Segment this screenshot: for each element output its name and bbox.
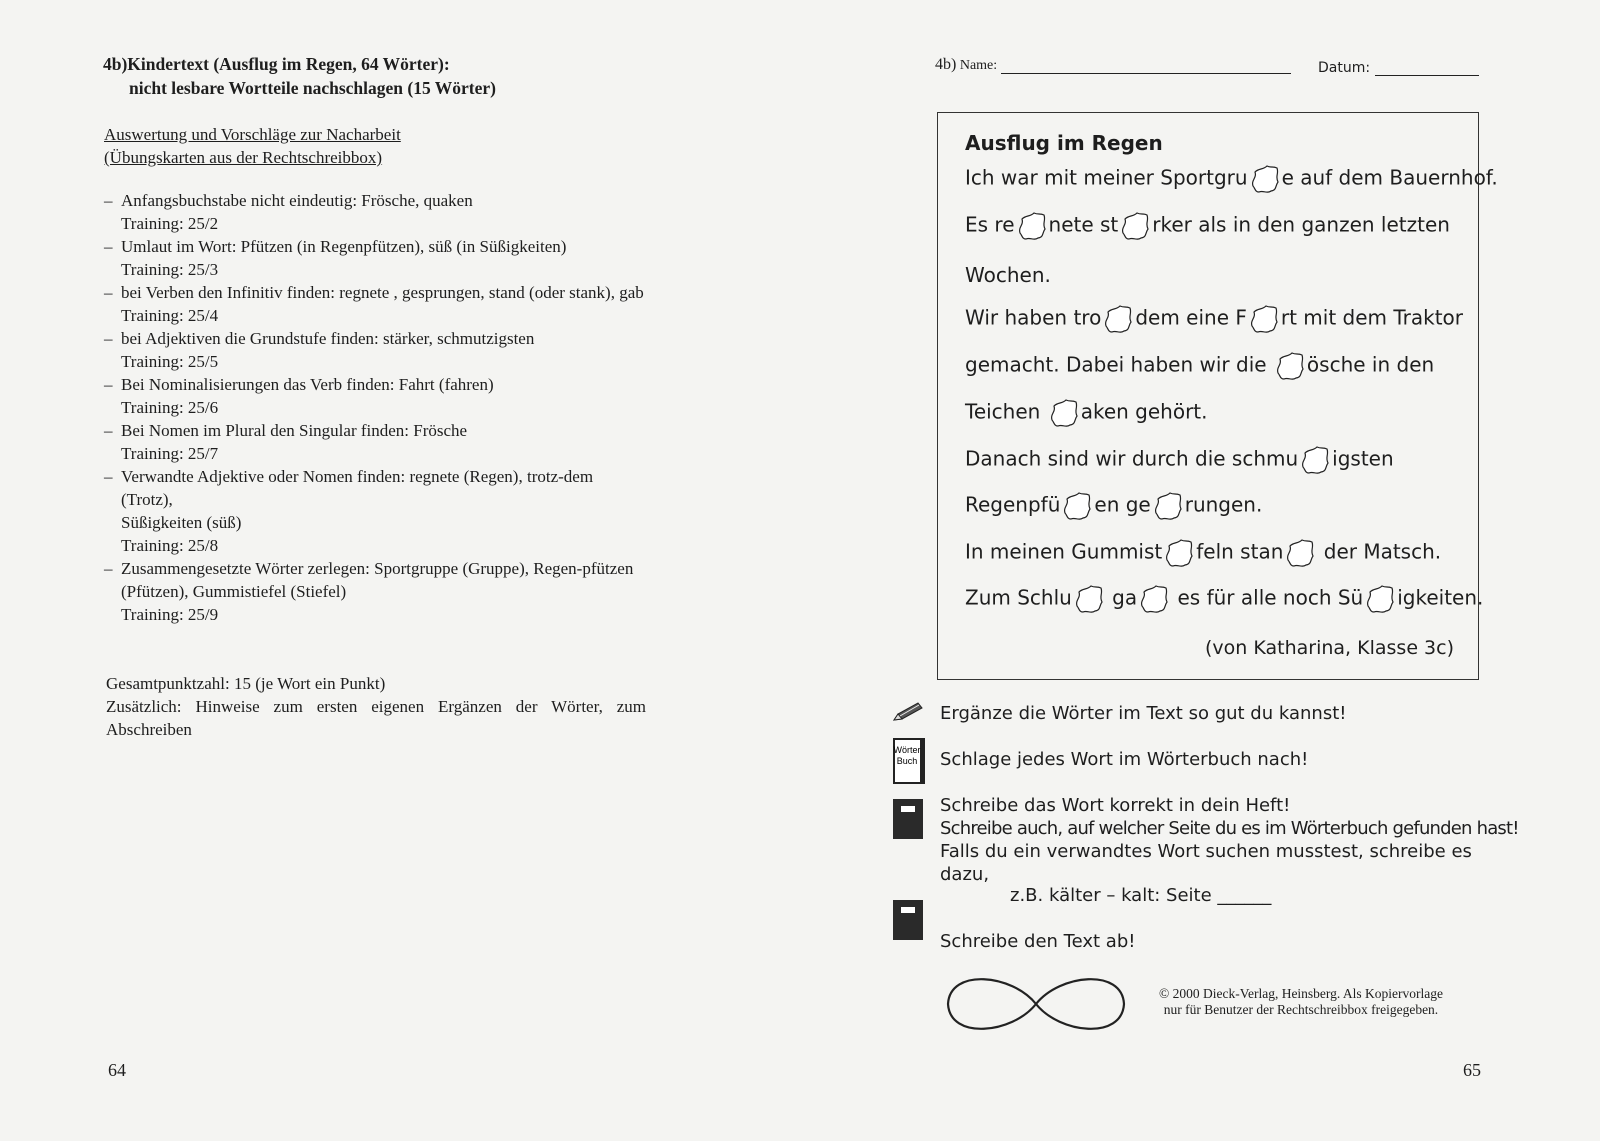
total-points bbox=[106, 672, 646, 741]
gap-blob[interactable] bbox=[1364, 584, 1396, 614]
list-item-training: Training: 25/9 bbox=[121, 605, 219, 624]
exercise-number: 4b) bbox=[935, 56, 957, 73]
instruction-write bbox=[940, 794, 1519, 886]
list-item-training: Training: 25/8 bbox=[121, 536, 219, 555]
story-text: der Matsch. bbox=[1317, 539, 1442, 564]
story-text: In meinen Gummist bbox=[965, 539, 1163, 564]
story-text: igsten bbox=[1332, 446, 1394, 471]
gap-blob[interactable] bbox=[1299, 445, 1331, 475]
instruction-example: z.B. kälter – kalt: Seite ______ bbox=[1010, 885, 1272, 906]
story-text: Es re bbox=[965, 212, 1015, 237]
instruction-copy: Schreibe den Text ab! bbox=[940, 931, 1136, 952]
date-area bbox=[1318, 60, 1479, 76]
notebook-icon bbox=[892, 798, 924, 840]
story-text: es für alle noch Sü bbox=[1171, 585, 1364, 610]
story-line bbox=[965, 491, 1262, 521]
left-heading-line1: 4b)Kindertext (Ausflug im Regen, 64 Wörter): bbox=[103, 54, 450, 74]
book-label-2: Buch bbox=[896, 756, 918, 766]
name-field[interactable] bbox=[1001, 59, 1291, 74]
story-text: ösche in den bbox=[1306, 352, 1435, 377]
date-field[interactable] bbox=[1375, 61, 1479, 76]
copyright-line2: nur für Benutzer der Rechtschreibbox freigegeben. bbox=[1163, 1002, 1439, 1017]
notebook-icon bbox=[892, 899, 924, 941]
list-item-training: Training: 25/3 bbox=[121, 260, 219, 279]
list-item bbox=[104, 419, 646, 465]
story-text: rungen. bbox=[1184, 492, 1263, 517]
story-text: Teichen bbox=[965, 399, 1047, 424]
gap-blob[interactable] bbox=[1073, 584, 1105, 614]
story-text: rker als in den ganzen letzten bbox=[1152, 212, 1450, 237]
story-credit: (von Katharina, Klasse 3c) bbox=[1205, 637, 1454, 659]
list-item bbox=[104, 373, 646, 419]
story-text: dem eine F bbox=[1135, 305, 1247, 330]
gap-blob[interactable] bbox=[1048, 398, 1080, 428]
story-line bbox=[965, 351, 1434, 381]
story-text: rt mit dem Traktor bbox=[1280, 305, 1463, 330]
instruction-write-line4: dazu, bbox=[940, 864, 990, 885]
story-box bbox=[937, 112, 1498, 680]
list-item-text: Verwandte Adjektive oder Nomen finden: regnete (Regen), trotz-dem (Trotz), bbox=[121, 467, 594, 509]
list-item-training: Training: 25/4 bbox=[121, 306, 219, 325]
story-text: gemacht. Dabei haben wir die bbox=[965, 352, 1273, 377]
story-line bbox=[965, 445, 1394, 475]
list-item-training: Training: 25/2 bbox=[121, 214, 219, 233]
list-item bbox=[104, 235, 646, 281]
list-item-extra: Süßigkeiten (süß) bbox=[121, 513, 242, 532]
copyright-notice bbox=[1136, 986, 1466, 1018]
story-line bbox=[965, 211, 1450, 241]
gap-blob[interactable] bbox=[1163, 538, 1195, 568]
story-line bbox=[965, 263, 1051, 287]
story-title: Ausflug im Regen bbox=[965, 131, 1163, 155]
list-item-text: Bei Nominalisierungen das Verb finden: Fahrt (fahren) bbox=[121, 375, 494, 394]
gap-blob[interactable] bbox=[1102, 304, 1134, 334]
additional-hints: Zusätzlich: Hinweise zum ersten eigenen Ergänzen der Wörter, zum Abschreiben bbox=[106, 697, 646, 739]
list-item bbox=[104, 281, 646, 327]
story-text: e auf dem Bauernhof. bbox=[1281, 165, 1498, 190]
page-number-right: 65 bbox=[1463, 1060, 1481, 1080]
name-label: Name: bbox=[959, 58, 998, 73]
instruction-lookup: Schlage jedes Wort im Wörterbuch nach! bbox=[940, 749, 1309, 770]
list-item-text: bei Adjektiven die Grundstufe finden: stärker, schmutzigsten bbox=[121, 329, 535, 348]
story-line bbox=[965, 304, 1463, 334]
left-heading-line2: nicht lesbare Wortteile nachschlagen (15 Wörter) bbox=[129, 78, 496, 98]
story-text: Danach sind wir durch die schmu bbox=[965, 446, 1299, 471]
gap-blob[interactable] bbox=[1248, 304, 1280, 334]
story-text: ga bbox=[1105, 585, 1138, 610]
page-number-left: 64 bbox=[108, 1060, 126, 1080]
instruction-complete: Ergänze die Wörter im Text so gut du kannst! bbox=[940, 703, 1347, 724]
evaluation-list bbox=[104, 189, 646, 626]
list-item bbox=[104, 189, 646, 235]
pencil-icon bbox=[892, 700, 926, 724]
story-text: igkeiten. bbox=[1397, 585, 1484, 610]
left-subheading bbox=[104, 123, 401, 169]
instruction-write-line3: Falls du ein verwandtes Wort suchen musstest, schreibe es bbox=[940, 841, 1472, 862]
list-item-text: Zusammengesetzte Wörter zerlegen: Sportgruppe (Gruppe), Regen-pfützen (Pfützen), Gummistiefel (Stiefel) bbox=[121, 559, 634, 601]
gap-blob[interactable] bbox=[1284, 538, 1316, 568]
list-item-text: Umlaut im Wort: Pfützen (in Regenpfützen), süß (in Süßigkeiten) bbox=[121, 237, 567, 256]
gap-blob[interactable] bbox=[1138, 584, 1170, 614]
worksheet-header bbox=[935, 56, 1575, 74]
dictionary-book-icon bbox=[892, 737, 926, 785]
gap-blob[interactable] bbox=[1061, 491, 1093, 521]
story-text: Regenpfü bbox=[965, 492, 1061, 517]
story-line bbox=[965, 538, 1441, 568]
story-text: feln stan bbox=[1196, 539, 1284, 564]
gap-blob[interactable] bbox=[1016, 211, 1048, 241]
book-label-1: Wörter bbox=[893, 745, 921, 755]
list-item bbox=[104, 327, 646, 373]
instruction-write-line1: Schreibe das Wort korrekt in dein Heft! bbox=[940, 795, 1291, 816]
list-item-text: Bei Nomen im Plural den Singular finden: Frösche bbox=[121, 421, 468, 440]
gap-blob[interactable] bbox=[1152, 491, 1184, 521]
list-item bbox=[104, 465, 646, 557]
story-text: aken gehört. bbox=[1080, 399, 1208, 424]
list-item-training: Training: 25/6 bbox=[121, 398, 219, 417]
infinity-logo-icon bbox=[942, 968, 1130, 1040]
list-item bbox=[104, 557, 646, 626]
total-points-line: Gesamtpunktzahl: 15 (je Wort ein Punkt) bbox=[106, 674, 386, 693]
left-subheading-line2: (Übungskarten aus der Rechtschreibbox) bbox=[104, 148, 383, 167]
list-item-text: bei Verben den Infinitiv finden: regnete , gesprungen, stand (oder stank), gab bbox=[121, 283, 644, 302]
story-text: Zum Schlu bbox=[965, 585, 1072, 610]
story-text: Ich war mit meiner Sportgru bbox=[965, 165, 1248, 190]
story-text: Wir haben tro bbox=[965, 305, 1102, 330]
story-line bbox=[965, 584, 1483, 614]
story-text: Wochen. bbox=[965, 263, 1051, 287]
left-subheading-line1: Auswertung und Vorschläge zur Nacharbeit bbox=[104, 125, 401, 144]
list-item-text: Anfangsbuchstabe nicht eindeutig: Frösche, quaken bbox=[121, 191, 473, 210]
list-item-training: Training: 25/7 bbox=[121, 444, 219, 463]
gap-blob[interactable] bbox=[1249, 164, 1281, 194]
story-text: nete st bbox=[1048, 212, 1119, 237]
story-line bbox=[965, 398, 1208, 428]
story-text: en ge bbox=[1094, 492, 1151, 517]
date-label: Datum: bbox=[1318, 60, 1371, 76]
gap-blob[interactable] bbox=[1274, 351, 1306, 381]
list-item-training: Training: 25/5 bbox=[121, 352, 219, 371]
instruction-write-line2: Schreibe auch, auf welcher Seite du es im Wörterbuch gefunden hast! bbox=[940, 818, 1519, 839]
story-line bbox=[965, 164, 1498, 194]
gap-blob[interactable] bbox=[1119, 211, 1151, 241]
left-heading bbox=[103, 52, 496, 100]
copyright-line1: © 2000 Dieck-Verlag, Heinsberg. Als Kopiervorlage bbox=[1158, 986, 1444, 1001]
